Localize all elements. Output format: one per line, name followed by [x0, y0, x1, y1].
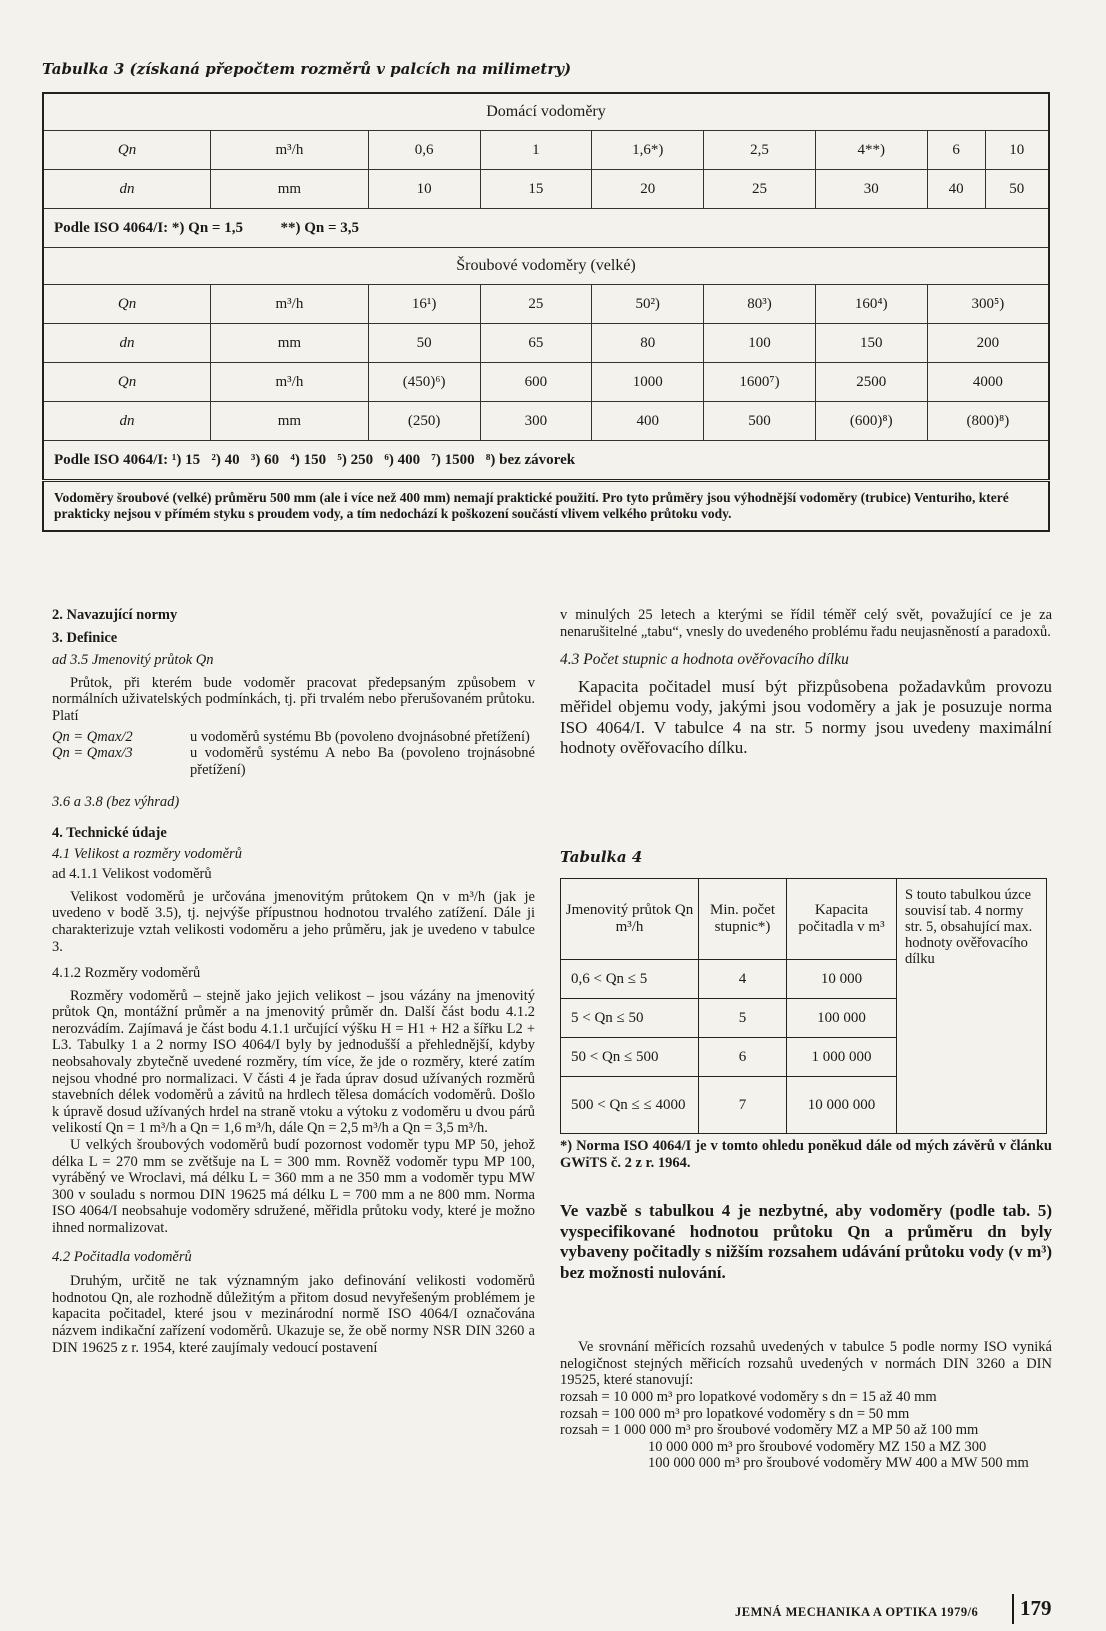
column-header: Min. počet stupnic*) [699, 879, 787, 960]
domestic-note: Podle ISO 4064/I: *) Qn = 1,5 **) Qn = 3,5 [43, 209, 1049, 248]
cell: 80³) [704, 285, 816, 324]
range-line: 10 000 000 m³ pro šroubové vodoměry MZ 150 a MZ 300 [648, 1438, 987, 1455]
subsection-heading: 4.1.2 Rozměry vodoměrů [52, 965, 201, 982]
cell: 4**) [815, 131, 927, 170]
subsection-heading: 4.1 Velikost a rozměry vodoměrů [52, 845, 242, 862]
cell: 20 [592, 170, 704, 209]
table-row [43, 402, 1049, 441]
cell: 6 [699, 1038, 787, 1077]
cell: 1000 [592, 363, 704, 402]
table4-caption: Tabulka 4 [560, 848, 643, 866]
cell: 300⁵) [927, 285, 1049, 324]
cell: 0,6 [368, 131, 480, 170]
table-row [43, 131, 1049, 170]
table-row [43, 324, 1049, 363]
column-header: Kapacita počitadla v m³ [787, 879, 897, 960]
cell: (600)⁸) [815, 402, 927, 441]
cell: mm [211, 324, 369, 363]
cell: 65 [480, 324, 592, 363]
subsection-heading: ad 4.1.1 Velikost vodoměrů [52, 866, 212, 883]
right-column-bottom [560, 1138, 1052, 1472]
range-line: rozsah = 10 000 m³ pro lopatkové vodoměry s dn = 15 až 40 mm [560, 1388, 937, 1405]
cell: 600 [480, 363, 592, 402]
section-heading: 4. Technické údaje [52, 824, 167, 841]
section-heading: 2. Navazující normy [52, 607, 178, 623]
paragraph: Rozměry vodoměrů – stejně jako jejich velikost – jsou vázány na jmenovitý průtok Qn, montážní průměr a na jmenovitý průměr dn. Další část bodu 4.1.2 nerozvádím. Zajímavá je část bodu 4.1.1 určující výšku H = H1 + H2 a šířku L2 + L3. Tabulky 1 a 2 normy ISO 4064/I byly by jednodušší a přehlednější, kdyby neobsahovaly zbytečně uvedené rozměry, tím více, že jde o rozměry, které zatím nejsou vhodné pro normalizaci. V části 4 je řada úprav dosud užívaných rozměrů stavebních délek vodoměrů a závitů na hrdlech tělesa domácích vodoměrů. Došlo k úpravě dosud užívaných hrdel na straně vtoku a výtoku z vodoměru u dvou párů velikostí Qn = 1 m³/h a Qn = 1,6 m³/h, dále Qn = 2,5 m³/h a Qn = 3,5 m³/h. [52, 987, 535, 1137]
cell: 50 [368, 324, 480, 363]
cell: dn [43, 402, 211, 441]
cell: m³/h [211, 363, 369, 402]
cell: 0,6 < Qn ≤ 5 [561, 960, 699, 999]
cell: 4000 [927, 363, 1049, 402]
cell: 5 [699, 999, 787, 1038]
cell: 500 [704, 402, 816, 441]
cell: dn [43, 170, 211, 209]
formula: Qn = Qmax/3 [52, 745, 133, 762]
paragraph: U velkých šroubových vodoměrů budí pozornost vodoměr typu MP 50, jehož délka L = 270 mm se zvětšuje na L = 300 mm. Rovněž vodoměr typu MP 100, vyráběný ve Wroclavi, má délku L = 360 mm a ne 350 mm a vodoměr typu MW 300 v souladu s normou DIN 19625 má délku L = 700 mm a ne 800 mm. Norma ISO 4064/I neobsahuje vodoměry sdružené, měřidla průtoku vody, které je možno ihned normalizovat. [52, 1137, 535, 1236]
paragraph: Velikost vodoměrů je určována jmenovitým průtokem Qn v m³/h (jak je uvedeno v bodě 3.5), tj. nejvýše přípustnou hodnotou trvalého zatížení. Dále ji charakterizuje vztah velikosti vodoměru a jeho průměru, jak je uvedeno v tabulce 3. [52, 888, 535, 955]
cell: 25 [704, 170, 816, 209]
cell: 150 [815, 324, 927, 363]
cell: 2,5 [704, 131, 816, 170]
formula-text: u vodoměrů systému Bb (povoleno dvojnásobné přetížení) [190, 728, 530, 745]
subsection-heading: 3.6 a 3.8 (bez výhrad) [52, 794, 180, 811]
paragraph: Kapacita počitadel musí být přizpůsobena požadavkům provozu měřidel objemu vody, jakými jsou vodoměry a jak je posuzuje norma ISO 4064/I. V tabulce 4 na str. 5 normy jsou uvedeny maximální hodnoty ověřovacího dílku. [560, 676, 1052, 758]
column-header: Jmenovitý průtok Qn m³/h [561, 879, 699, 960]
cell: m³/h [211, 285, 369, 324]
cell: 30 [815, 170, 927, 209]
paragraph: Ve vazbě s tabulkou 4 je nezbytné, aby vodoměry (podle tab. 5) vyspecifikované hodnotou průtoku Qn a průměru dn byly vybaveny počitadly s nižším rozsahem udávání průtoku vody (v m³) bez možnosti nulování. [560, 1201, 1052, 1282]
formula-text: u vodoměrů systému A nebo Ba (povoleno trojnásobné přetížení) [190, 745, 535, 778]
table4-side-note: S touto tabulkou úzce souvisí tab. 4 normy str. 5, obsahující max. hodnoty ověřovacího dílku [897, 879, 1047, 1134]
cell: 160⁴) [815, 285, 927, 324]
table3-caption: Tabulka 3 (získaná přepočtem rozměrů v palcích na milimetry) [42, 60, 572, 78]
table3-footnote: Vodoměry šroubové (velké) průměru 500 mm (ale i více než 400 mm) nemají praktické použití. Pro tyto průměry jsou výhodnější vodoměry (trubice) Venturiho, které prakticky nejsou v přímém styku s proudem vody, a tím nedochází k poškození součástí vlivem velkého průtoku vody. [43, 481, 1049, 532]
cell: 1 000 000 [787, 1038, 897, 1077]
table-row [43, 170, 1049, 209]
paragraph: Druhým, určitě ne tak významným jako definování velikosti vodoměrů hodnotou Qn, ale rozhodně důležitým a přitom dosud nevyřešeným problémem je kapacita počitadel, které jsou v mezinárodní normě ISO 4064/I označována názvem indikační zařízení vodoměrů. Ukazuje se, že obě normy NSR DIN 3260 a DIN 19625 z r. 1954, které zaujímaly vedoucí postavení [52, 1273, 535, 1356]
cell: 1600⁷) [704, 363, 816, 402]
cell: 4 [699, 960, 787, 999]
cell: Qn [43, 131, 211, 170]
cell: dn [43, 324, 211, 363]
subsection-heading: 4.2 Počitadla vodoměrů [52, 1248, 192, 1265]
range-line: rozsah = 100 000 m³ pro lopatkové vodoměry s dn = 50 mm [560, 1405, 910, 1422]
cell: 25 [480, 285, 592, 324]
section-heading: 3. Definice [52, 629, 118, 646]
cell: 50 < Qn ≤ 500 [561, 1038, 699, 1077]
cell: 2500 [815, 363, 927, 402]
cell: 80 [592, 324, 704, 363]
cell: 200 [927, 324, 1049, 363]
domestic-title: Domácí vodoměry [43, 93, 1049, 131]
cell: Qn [43, 363, 211, 402]
paragraph: Průtok, při kterém bude vodoměr pracovat předepsaným způsobem v normálních uživatelských podmínkách, tj. při trvalém nebo přerušovaném průtoku. Platí [52, 674, 535, 724]
left-column [52, 607, 535, 1356]
table-3 [42, 92, 1050, 532]
range-line: rozsah = 1 000 000 m³ pro šroubové vodoměry MZ a MP 50 až 100 mm [560, 1422, 979, 1439]
cell: 100 [704, 324, 816, 363]
cell: 10 000 000 [787, 1077, 897, 1134]
cell: 7 [699, 1077, 787, 1134]
cell: 1,6*) [592, 131, 704, 170]
subsection-heading: 4.3 Počet stupnic a hodnota ověřovacího dílku [560, 651, 849, 669]
cell: 5 < Qn ≤ 50 [561, 999, 699, 1038]
cell: 300 [480, 402, 592, 441]
cell: (800)⁸) [927, 402, 1049, 441]
table-row [43, 363, 1049, 402]
cell: 15 [480, 170, 592, 209]
cell: 100 000 [787, 999, 897, 1038]
paragraph: Ve srovnání měřicích rozsahů uvedených v tabulce 5 podle normy ISO vyniká nelogičnost stejných měřicích rozsahů uvedených v normách DIN 3260 a DIN 19525, které stanovují: [560, 1339, 1052, 1389]
formula: Qn = Qmax/2 [52, 728, 133, 745]
table-row [43, 285, 1049, 324]
cell: 400 [592, 402, 704, 441]
cell: 40 [927, 170, 985, 209]
cell: 10 000 [787, 960, 897, 999]
right-column-top [560, 607, 1052, 759]
journal-name: JEMNÁ MECHANIKA A OPTIKA 1979/6 [735, 1605, 979, 1619]
table4-footnote: *) Norma ISO 4064/I je v tomto ohledu poněkud dále od mých závěrů v článku GWiTS č. 2 z r. 1964. [560, 1138, 1052, 1171]
paragraph: v minulých 25 letech a kterými se řídil téměř celý svět, považující ce je za nenarušitelné „tabu“, vnesly do uvedeného problému řadu neujasněností a paradoxů. [560, 607, 1052, 640]
footer-divider [1012, 1594, 1014, 1624]
cell: 50 [985, 170, 1049, 209]
cell: 50²) [592, 285, 704, 324]
page-number: 179 [1020, 1596, 1052, 1620]
cell: Qn [43, 285, 211, 324]
cell: 6 [927, 131, 985, 170]
cell: (450)⁶) [368, 363, 480, 402]
cell: m³/h [211, 131, 369, 170]
screw-title: Šroubové vodoměry (velké) [43, 248, 1049, 285]
subsection-heading: ad 3.5 Jmenovitý průtok Qn [52, 652, 214, 669]
cell: (250) [368, 402, 480, 441]
cell: 500 < Qn ≤ ≤ 4000 [561, 1077, 699, 1134]
range-line: 100 000 000 m³ pro šroubové vodoměry MW 400 a MW 500 mm [648, 1455, 1029, 1472]
cell: 10 [368, 170, 480, 209]
cell: mm [211, 402, 369, 441]
table-4 [560, 878, 1047, 1134]
cell: 16¹) [368, 285, 480, 324]
cell: mm [211, 170, 369, 209]
cell: 1 [480, 131, 592, 170]
screw-note: Podle ISO 4064/I: ¹) 15 ²) 40 ³) 60 ⁴) 150 ⁵) 250 ⁶) 400 ⁷) 1500 ⁸) bez závorek [43, 441, 1049, 481]
cell: 10 [985, 131, 1049, 170]
